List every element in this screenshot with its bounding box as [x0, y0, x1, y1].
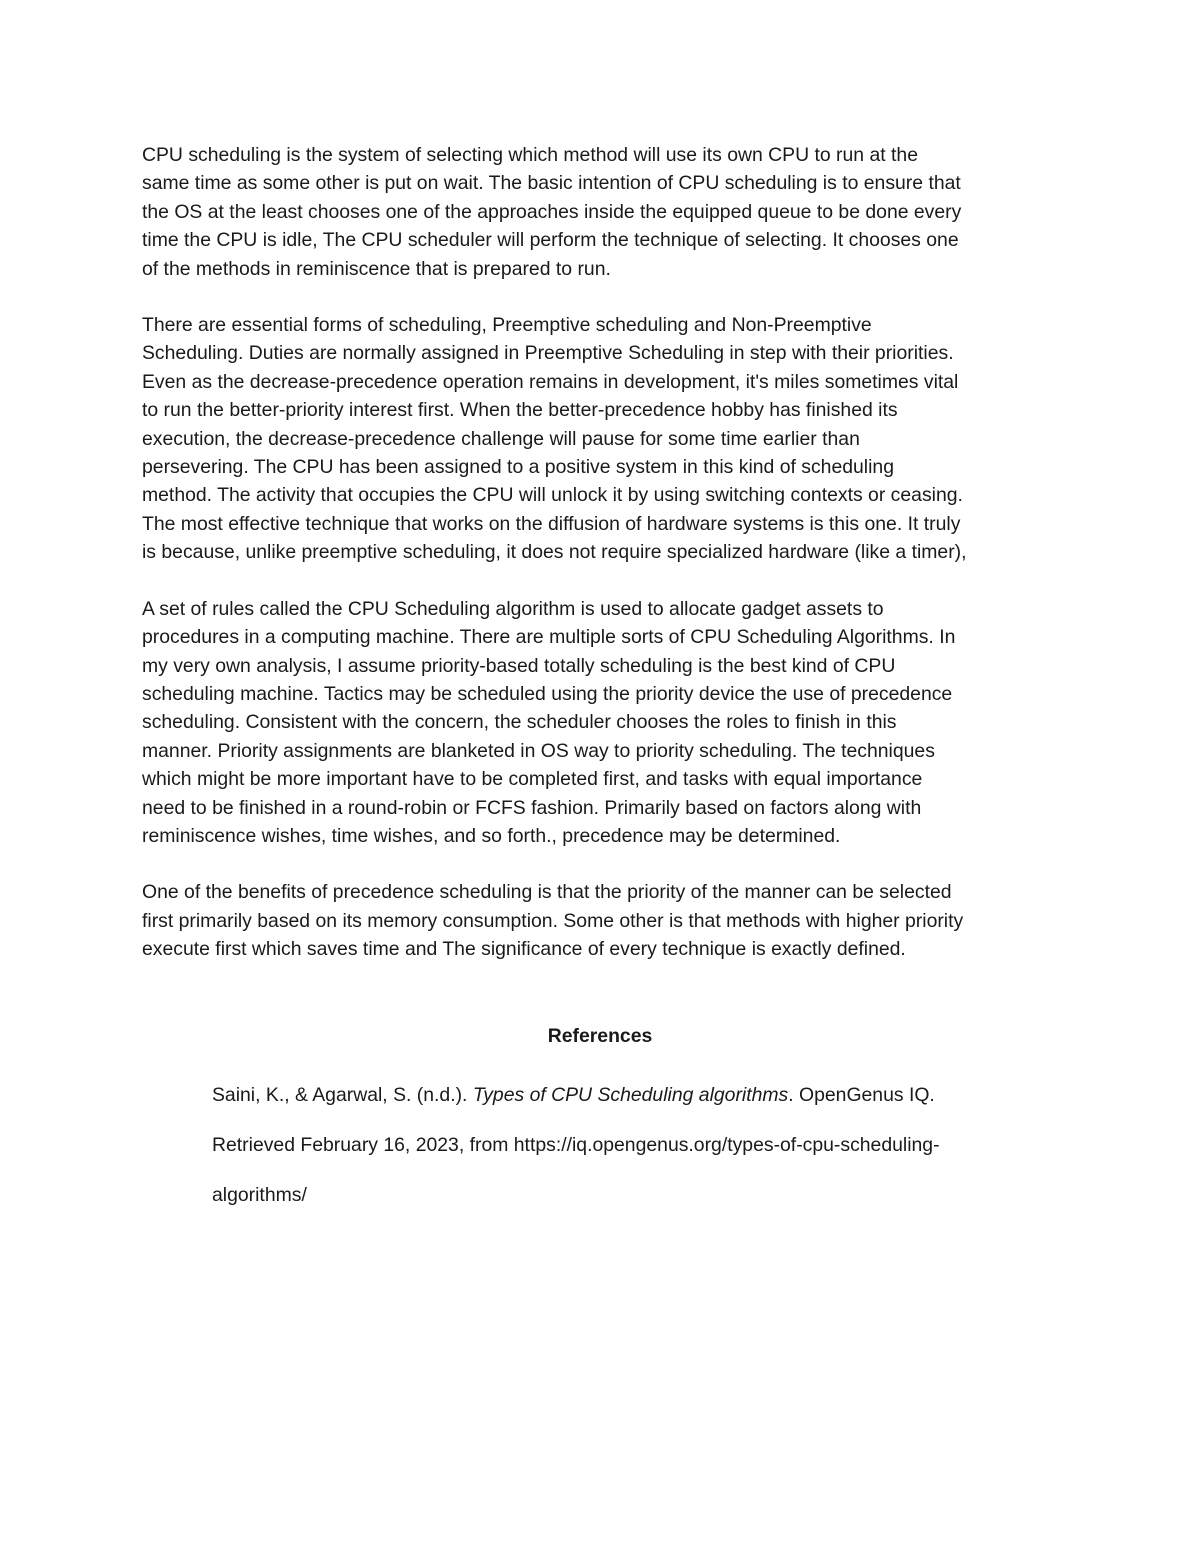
paragraph-2 [142, 311, 1072, 567]
paragraph-4 [142, 878, 1072, 963]
text-line: CPU scheduling is the system of selecting which method will use its own CPU to run at the [142, 144, 918, 166]
text-line: which might be more important have to be completed first, and tasks with equal importance [142, 768, 923, 791]
text-line: method. The activity that occupies the CPU will unlock it by using switching contexts or ceasing. [142, 484, 963, 507]
text-line: the OS at the least chooses one of the approaches inside the equipped queue to be done every [142, 200, 962, 223]
text-line: to run the better-priority interest first. When the better-precedence hobby has finished its [142, 399, 898, 422]
reference-authors: Saini, K., & Agarwal, S. (n.d.). [212, 1084, 473, 1106]
text-line: of the methods in reminiscence that is prepared to run. [142, 257, 611, 280]
references-heading: References [547, 1025, 653, 1047]
text-line: same time as some other is put on wait. The basic intention of CPU scheduling is to ensure that [142, 172, 961, 195]
text-line: There are essential forms of scheduling, Preemptive scheduling and Non-Preemptive [142, 314, 872, 337]
reference-publisher: . OpenGenus IQ. [788, 1084, 935, 1106]
text-line: need to be finished in a round-robin or FCFS fashion. Primarily based on factors along with [142, 796, 922, 819]
reference-entry [212, 1070, 1092, 1220]
text-line: reminiscence wishes, time wishes, and so forth., precedence may be determined. [142, 824, 841, 847]
text-line: procedures in a computing machine. There are multiple sorts of CPU Scheduling Algorithms. In [142, 626, 956, 649]
text-line: manner. Priority assignments are blanketed in OS way to priority scheduling. The techniques [142, 739, 935, 762]
reference-url-tail: algorithms/ [212, 1184, 307, 1206]
text-line: is because, unlike preemptive scheduling, it does not require specialized hardware (like a timer), [142, 541, 967, 564]
text-line: my very own analysis, I assume priority-based totally scheduling is the best kind of CPU [142, 654, 896, 677]
text-line: Scheduling. Duties are normally assigned in Preemptive Scheduling in step with their priorities. [142, 342, 954, 365]
text-line: scheduling. Consistent with the concern, the scheduler chooses the roles to finish in this [142, 711, 897, 734]
text-line: The most effective technique that works on the diffusion of hardware systems is this one. It truly [142, 512, 961, 535]
reference-retrieved-line: Retrieved February 16, 2023, from https://iq.opengenus.org/types-of-cpu-scheduling- [212, 1134, 940, 1156]
text-line: Even as the decrease-precedence operation remains in development, it's miles sometimes vital [142, 370, 959, 393]
reference-line-1 [212, 1070, 1092, 1120]
paragraph-3 [142, 595, 1072, 851]
text-line: time the CPU is idle, The CPU scheduler will perform the technique of selecting. It chooses one [142, 229, 959, 252]
text-line: first primarily based on its memory consumption. Some other is that methods with higher priority [142, 909, 964, 932]
reference-title: Types of CPU Scheduling algorithms [472, 1084, 789, 1106]
text-line: scheduling machine. Tactics may be scheduled using the priority device the use of precedence [142, 682, 953, 705]
body-text [142, 141, 1072, 992]
text-line: A set of rules called the CPU Scheduling algorithm is used to allocate gadget assets to [142, 597, 884, 620]
text-line: execution, the decrease-precedence challenge will pause for some time earlier than [142, 427, 860, 450]
text-line: One of the benefits of precedence scheduling is that the priority of the manner can be selected [142, 881, 952, 904]
text-line: persevering. The CPU has been assigned to a positive system in this kind of scheduling [142, 456, 894, 479]
paragraph-1 [142, 141, 1072, 283]
text-line: execute first which saves time and The significance of every technique is exactly defined. [142, 938, 906, 961]
